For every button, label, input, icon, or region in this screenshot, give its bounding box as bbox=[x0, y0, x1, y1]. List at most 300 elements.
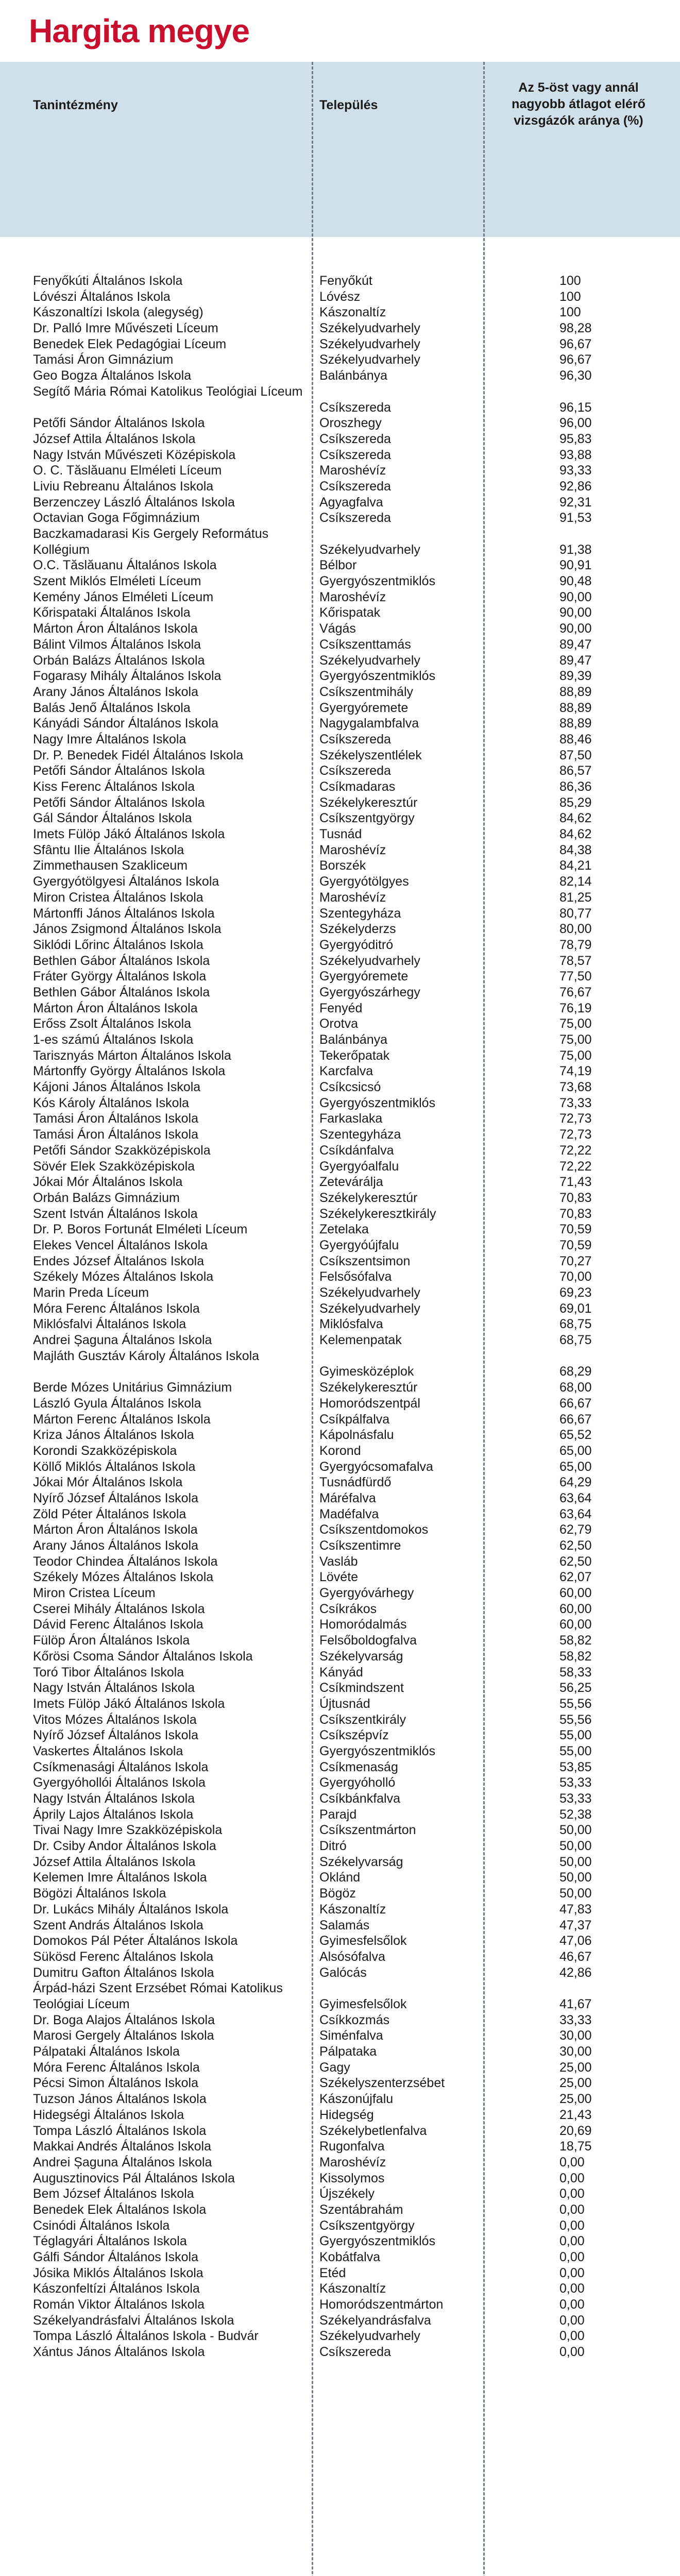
table-row bbox=[0, 2075, 680, 2091]
cell-rate: 76,67 bbox=[559, 985, 592, 999]
cell-settlement: Székelyudvarhely bbox=[319, 352, 420, 367]
cell-settlement: Gyergyószentmiklós bbox=[319, 2234, 436, 2249]
table-row bbox=[0, 1743, 680, 1759]
cell-settlement: Szentegyháza bbox=[319, 906, 401, 921]
results-table bbox=[0, 273, 680, 2360]
cell-institution: Nagy István Művészeti Középiskola bbox=[33, 447, 236, 462]
cell-settlement: Csíkszentkirály bbox=[319, 1712, 406, 1727]
table-row bbox=[0, 431, 680, 447]
cell-settlement: Máréfalva bbox=[319, 1490, 376, 1505]
cell-rate: 90,91 bbox=[559, 558, 592, 573]
table-row bbox=[0, 1238, 680, 1253]
table-row bbox=[0, 1348, 680, 1380]
cell-rate: 81,25 bbox=[559, 890, 592, 905]
cell-settlement: Csíkmadaras bbox=[319, 779, 396, 794]
cell-institution: Kelemen Imre Általános Iskola bbox=[33, 1870, 207, 1885]
cell-rate: 80,00 bbox=[559, 922, 592, 937]
table-row bbox=[0, 463, 680, 479]
cell-settlement: Felsőboldogfalva bbox=[319, 1633, 417, 1648]
cell-institution: Pálpataki Általános Iskola bbox=[33, 2044, 180, 2059]
table-row bbox=[0, 415, 680, 431]
cell-rate: 72,22 bbox=[559, 1159, 592, 1174]
cell-settlement: Gyergyóalfalu bbox=[319, 1159, 399, 1174]
cell-institution: Nagy István Általános Iskola bbox=[33, 1791, 195, 1806]
cell-institution: Csíkmenasági Általános Iskola bbox=[33, 1759, 209, 1774]
cell-rate: 86,36 bbox=[559, 779, 592, 794]
table-row bbox=[0, 2155, 680, 2171]
cell-institution: Kászonaltízi Iskola (alegység) bbox=[33, 305, 203, 320]
table-row bbox=[0, 2313, 680, 2329]
cell-settlement: Csíkszentsimon bbox=[319, 1253, 411, 1268]
cell-settlement: Gyergyóvárhegy bbox=[319, 1586, 414, 1601]
cell-settlement: Csíkszenttamás bbox=[319, 637, 411, 652]
cell-rate: 85,29 bbox=[559, 795, 592, 810]
table-row bbox=[0, 937, 680, 953]
table-row bbox=[0, 732, 680, 748]
cell-rate: 89,47 bbox=[559, 653, 592, 668]
cell-rate: 53,33 bbox=[559, 1791, 592, 1806]
table-row bbox=[0, 1712, 680, 1728]
cell-rate: 72,73 bbox=[559, 1127, 592, 1142]
table-row bbox=[0, 1095, 680, 1111]
table-row bbox=[0, 700, 680, 716]
cell-settlement: Homoródalmás bbox=[319, 1617, 407, 1632]
cell-settlement: Balánbánya bbox=[319, 1032, 388, 1047]
table-row bbox=[0, 668, 680, 684]
cell-settlement: Csíkszentdomokos bbox=[319, 1522, 429, 1537]
cell-institution: Móra Ferenc Általános Iskola bbox=[33, 2060, 200, 2075]
cell-settlement: Gyergyószentmiklós bbox=[319, 669, 436, 684]
cell-institution: Arany János Általános Iskola bbox=[33, 684, 199, 699]
cell-settlement: Orotva bbox=[319, 1016, 359, 1031]
cell-settlement: Székelyszentlélek bbox=[319, 748, 422, 762]
cell-institution: Cserei Mihály Általános Iskola bbox=[33, 1601, 205, 1616]
cell-settlement: Gyimesfelsőlok bbox=[319, 1996, 407, 2011]
table-row bbox=[0, 1079, 680, 1095]
table-row bbox=[0, 2202, 680, 2218]
cell-rate: 47,83 bbox=[559, 1902, 592, 1917]
table-row bbox=[0, 1159, 680, 1175]
table-row bbox=[0, 589, 680, 605]
table-row bbox=[0, 479, 680, 495]
cell-rate: 30,00 bbox=[559, 2044, 592, 2059]
cell-rate: 93,33 bbox=[559, 463, 592, 478]
cell-settlement: Rugonfalva bbox=[319, 2139, 385, 2154]
cell-settlement: Vasláb bbox=[319, 1554, 358, 1569]
cell-rate: 25,00 bbox=[559, 2092, 592, 2107]
cell-institution: Szent Miklós Elméleti Líceum bbox=[33, 574, 201, 589]
cell-institution: Balás Jenő Általános Iskola bbox=[33, 700, 191, 715]
table-row bbox=[0, 1870, 680, 1886]
cell-rate: 66,67 bbox=[559, 1396, 592, 1411]
cell-settlement: Kőrispatak bbox=[319, 605, 381, 620]
cell-institution: Dr. Lukács Mihály Általános Iskola bbox=[33, 1902, 229, 1917]
cell-settlement: Kászonaltíz bbox=[319, 1902, 386, 1917]
table-row bbox=[0, 289, 680, 305]
table-row bbox=[0, 1269, 680, 1285]
cell-settlement: Parajd bbox=[319, 1807, 357, 1822]
table-row bbox=[0, 1727, 680, 1743]
cell-rate: 55,56 bbox=[559, 1712, 592, 1727]
table-row bbox=[0, 810, 680, 826]
cell-settlement: Kobátfalva bbox=[319, 2250, 381, 2264]
cell-settlement: Székelyudvarhely bbox=[319, 542, 420, 557]
cell-settlement: Székelyudvarhely bbox=[319, 1285, 420, 1300]
cell-settlement: Tekerőpatak bbox=[319, 1048, 390, 1063]
table-row bbox=[0, 1854, 680, 1870]
table-row bbox=[0, 858, 680, 874]
cell-institution: Jókai Mór Általános Iskola bbox=[33, 1475, 183, 1490]
cell-rate: 96,30 bbox=[559, 368, 592, 383]
cell-institution: Benedek Elek Pedagógiai Líceum bbox=[33, 336, 227, 351]
cell-rate: 74,19 bbox=[559, 1064, 592, 1079]
table-row bbox=[0, 2060, 680, 2076]
cell-institution: Bethlen Gábor Általános Iskola bbox=[33, 985, 210, 999]
cell-rate: 91,53 bbox=[559, 511, 592, 526]
cell-rate: 58,82 bbox=[559, 1649, 592, 1664]
cell-settlement: Székelyderzs bbox=[319, 922, 396, 937]
cell-settlement: Oklánd bbox=[319, 1870, 361, 1885]
cell-institution: Petőfi Sándor Szakközépiskola bbox=[33, 1143, 211, 1158]
cell-settlement: Csíkszereda bbox=[319, 431, 391, 446]
cell-institution: Márton Áron Általános Iskola bbox=[33, 1001, 198, 1015]
table-row bbox=[0, 1032, 680, 1048]
cell-rate: 88,46 bbox=[559, 732, 592, 747]
table-row bbox=[0, 1459, 680, 1475]
cell-institution: Dávid Ferenc Általános Iskola bbox=[33, 1617, 203, 1632]
cell-settlement: Salamás bbox=[319, 1918, 370, 1933]
cell-institution: Zöld Péter Általános Iskola bbox=[33, 1506, 186, 1521]
cell-settlement: Székelyudvarhely bbox=[319, 1301, 420, 1316]
table-row bbox=[0, 2281, 680, 2297]
cell-rate: 64,29 bbox=[559, 1475, 592, 1490]
cell-settlement: Gyergyótölgyes bbox=[319, 874, 409, 889]
table-row bbox=[0, 874, 680, 890]
table-row bbox=[0, 2107, 680, 2123]
cell-settlement: Csíkpálfalva bbox=[319, 1412, 390, 1427]
cell-rate: 18,75 bbox=[559, 2139, 592, 2154]
cell-institution: József Attila Általános Iskola bbox=[33, 431, 196, 446]
table-row bbox=[0, 969, 680, 985]
cell-rate: 55,00 bbox=[559, 1728, 592, 1743]
cell-institution: Fogarasy Mihály Általános Iskola bbox=[33, 669, 222, 684]
page-title: Hargita megye bbox=[29, 12, 250, 49]
cell-settlement: Székelykeresztúr bbox=[319, 795, 418, 810]
cell-institution: Berde Mózes Unitárius Gimnázium bbox=[33, 1380, 232, 1395]
cell-rate: 90,00 bbox=[559, 621, 592, 636]
table-row bbox=[0, 320, 680, 336]
cell-settlement: Kányád bbox=[319, 1665, 363, 1680]
cell-institution: Bethlen Gábor Általános Iskola bbox=[33, 953, 210, 968]
table-row bbox=[0, 2297, 680, 2313]
cell-institution: Dr. P. Boros Fortunát Elméleti Líceum bbox=[33, 1222, 248, 1237]
cell-rate: 63,64 bbox=[559, 1506, 592, 1521]
cell-rate: 68,75 bbox=[559, 1317, 592, 1332]
cell-rate: 96,00 bbox=[559, 416, 592, 431]
cell-settlement: Kászonújfalu bbox=[319, 2092, 394, 2107]
cell-settlement: Zetelaka bbox=[319, 1222, 369, 1237]
cell-institution: Köllő Miklós Általános Iskola bbox=[33, 1459, 196, 1474]
table-row bbox=[0, 2249, 680, 2265]
table-row bbox=[0, 1174, 680, 1190]
cell-settlement: Kászonaltíz bbox=[319, 2281, 386, 2296]
cell-settlement: Gyergyóremete bbox=[319, 969, 409, 984]
cell-settlement: Hidegség bbox=[319, 2107, 374, 2122]
cell-rate: 50,00 bbox=[559, 1886, 592, 1901]
cell-institution: Sövér Elek Szakközépiskola bbox=[33, 1159, 195, 1174]
table-row bbox=[0, 557, 680, 573]
table-row bbox=[0, 1538, 680, 1554]
cell-settlement: Maroshévíz bbox=[319, 890, 386, 905]
cell-institution: Dr. Csiby Andor Általános Iskola bbox=[33, 1839, 216, 1854]
table-row bbox=[0, 1522, 680, 1538]
cell-rate: 0,00 bbox=[559, 2202, 585, 2217]
cell-institution: Marin Preda Líceum bbox=[33, 1285, 149, 1300]
table-row bbox=[0, 1980, 680, 2012]
cell-institution: 1-es számú Általános Iskola bbox=[33, 1032, 194, 1047]
cell-institution: Andrei Șaguna Általános Iskola bbox=[33, 2155, 212, 2170]
cell-institution: Miron Cristea Általános Iskola bbox=[33, 890, 203, 905]
cell-settlement: Lóvész bbox=[319, 289, 361, 304]
cell-settlement: Újszékely bbox=[319, 2187, 375, 2201]
cell-institution: Kiss Ferenc Általános Iskola bbox=[33, 779, 195, 794]
cell-institution: Liviu Rebreanu Általános Iskola bbox=[33, 479, 214, 494]
cell-institution: Pécsi Simon Általános Iskola bbox=[33, 2076, 198, 2091]
cell-settlement: Tusnádfürdő bbox=[319, 1475, 392, 1490]
table-row bbox=[0, 1838, 680, 1854]
cell-settlement: Csíkszentgyörgy bbox=[319, 2218, 415, 2233]
cell-institution: Fenyőkúti Általános Iskola bbox=[33, 274, 183, 288]
cell-rate: 84,62 bbox=[559, 827, 592, 842]
cell-rate: 0,00 bbox=[559, 2234, 585, 2249]
cell-rate: 89,39 bbox=[559, 669, 592, 684]
cell-institution: Marosi Gergely Általános Iskola bbox=[33, 2028, 214, 2043]
cell-settlement: Székelykeresztkirály bbox=[319, 1206, 436, 1221]
cell-institution: Makkai Andrés Általános Iskola bbox=[33, 2139, 212, 2154]
cell-institution: József Attila Általános Iskola bbox=[33, 1854, 196, 1869]
cell-settlement: Bögöz bbox=[319, 1886, 356, 1901]
cell-rate: 47,37 bbox=[559, 1918, 592, 1933]
cell-settlement: Csíkkozmás bbox=[319, 2012, 390, 2027]
cell-rate: 82,14 bbox=[559, 874, 592, 889]
cell-institution: Orbán Balázs Gimnázium bbox=[33, 1190, 180, 1205]
table-row bbox=[0, 906, 680, 922]
cell-rate: 58,33 bbox=[559, 1665, 592, 1680]
cell-rate: 60,00 bbox=[559, 1601, 592, 1616]
cell-institution: Gálfi Sándor Általános Iskola bbox=[33, 2250, 199, 2264]
cell-institution: Imets Fülöp Jákó Általános Iskola bbox=[33, 827, 225, 842]
cell-settlement: Fenyéd bbox=[319, 1001, 363, 1015]
cell-institution: Petőfi Sándor Általános Iskola bbox=[33, 795, 205, 810]
cell-settlement: Korond bbox=[319, 1443, 361, 1458]
cell-rate: 0,00 bbox=[559, 2250, 585, 2264]
cell-rate: 71,43 bbox=[559, 1175, 592, 1190]
cell-rate: 90,00 bbox=[559, 605, 592, 620]
cell-rate: 75,00 bbox=[559, 1032, 592, 1047]
cell-rate: 70,59 bbox=[559, 1222, 592, 1237]
table-row bbox=[0, 1569, 680, 1585]
cell-settlement: Csíkszereda bbox=[319, 2345, 391, 2360]
cell-settlement: Székelyudvarhely bbox=[319, 321, 420, 336]
table-row bbox=[0, 1649, 680, 1665]
cell-settlement: Szentegyháza bbox=[319, 1127, 401, 1142]
cell-institution: Kőrispataki Általános Iskola bbox=[33, 605, 191, 620]
table-row bbox=[0, 2265, 680, 2281]
cell-rate: 56,25 bbox=[559, 1681, 592, 1696]
table-row bbox=[0, 1001, 680, 1016]
cell-institution: Vaskertes Általános Iskola bbox=[33, 1743, 183, 1758]
cell-rate: 75,00 bbox=[559, 1048, 592, 1063]
cell-settlement: Székelyudvarhely bbox=[319, 653, 420, 668]
cell-institution: Miklósfalvi Általános Iskola bbox=[33, 1317, 186, 1332]
cell-settlement: Kászonaltíz bbox=[319, 305, 386, 320]
cell-institution: Szent András Általános Iskola bbox=[33, 1918, 203, 1933]
cell-institution: Imets Fülöp Jákó Általános Iskola bbox=[33, 1696, 225, 1711]
table-row bbox=[0, 2012, 680, 2028]
cell-institution: Móra Ferenc Általános Iskola bbox=[33, 1301, 200, 1316]
table-row bbox=[0, 495, 680, 511]
cell-institution: Fráter György Általános Iskola bbox=[33, 969, 207, 984]
table-row bbox=[0, 1111, 680, 1127]
table-row bbox=[0, 1506, 680, 1522]
header-rate: Az 5-öst vagy annál nagyobb átlagot elérő vizsgázók aránya (%) bbox=[512, 80, 645, 128]
cell-settlement: Miklósfalva bbox=[319, 1317, 383, 1332]
cell-rate: 88,89 bbox=[559, 716, 592, 731]
cell-institution: Szent István Általános Iskola bbox=[33, 1206, 198, 1221]
cell-institution: Domokos Pál Péter Általános Iskola bbox=[33, 1934, 238, 1948]
table-row bbox=[0, 1759, 680, 1775]
table-row bbox=[0, 1332, 680, 1348]
cell-rate: 87,50 bbox=[559, 748, 592, 762]
cell-institution: Kájoni János Általános Iskola bbox=[33, 1080, 201, 1095]
cell-institution: O. C. Tăslăuanu Elméleti Líceum bbox=[33, 463, 222, 478]
table-row bbox=[0, 2091, 680, 2107]
table-row bbox=[0, 890, 680, 906]
cell-institution: O.C. Tăslăuanu Általános Iskola bbox=[33, 558, 217, 573]
table-row bbox=[0, 1301, 680, 1317]
table-row bbox=[0, 1222, 680, 1238]
cell-rate: 65,00 bbox=[559, 1459, 592, 1474]
table-row bbox=[0, 779, 680, 795]
cell-rate: 84,62 bbox=[559, 811, 592, 826]
table-row bbox=[0, 352, 680, 368]
cell-settlement: Csíkszentgyörgy bbox=[319, 811, 415, 826]
cell-settlement: Borszék bbox=[319, 858, 366, 873]
cell-institution: Nyírő József Általános Iskola bbox=[33, 1490, 198, 1505]
cell-rate: 50,00 bbox=[559, 1839, 592, 1854]
table-row bbox=[0, 953, 680, 969]
cell-rate: 100 bbox=[559, 274, 581, 288]
cell-institution: Márton Ferenc Általános Iskola bbox=[33, 1412, 211, 1427]
table-row bbox=[0, 653, 680, 669]
cell-rate: 92,86 bbox=[559, 479, 592, 494]
cell-institution: Nagy István Általános Iskola bbox=[33, 1681, 195, 1696]
cell-rate: 72,73 bbox=[559, 1111, 592, 1126]
cell-institution: Kászonfeltízi Általános Iskola bbox=[33, 2281, 200, 2296]
cell-institution: Orbán Balázs Általános Iskola bbox=[33, 653, 205, 668]
cell-institution: Márton Áron Általános Iskola bbox=[33, 1522, 198, 1537]
cell-rate: 42,86 bbox=[559, 1965, 592, 1980]
table-row bbox=[0, 763, 680, 779]
cell-settlement: Gyimesközéplok bbox=[319, 1364, 414, 1379]
cell-settlement: Gagy bbox=[319, 2060, 350, 2075]
table-row bbox=[0, 273, 680, 289]
table-row bbox=[0, 637, 680, 653]
cell-rate: 0,00 bbox=[559, 2329, 585, 2344]
cell-settlement: Csíkszereda bbox=[319, 447, 391, 462]
cell-settlement: Gyimesfelsőlok bbox=[319, 1934, 407, 1948]
cell-institution: Kemény János Elméleti Líceum bbox=[33, 589, 214, 604]
table-row bbox=[0, 1775, 680, 1791]
cell-institution: Siklódi Lőrinc Általános Iskola bbox=[33, 937, 203, 952]
cell-institution: Erőss Zsolt Általános Iskola bbox=[33, 1016, 192, 1031]
cell-rate: 69,23 bbox=[559, 1285, 592, 1300]
table-row bbox=[0, 2328, 680, 2344]
table-row bbox=[0, 1585, 680, 1601]
cell-settlement: Székelyvarság bbox=[319, 1649, 403, 1664]
cell-rate: 93,88 bbox=[559, 447, 592, 462]
cell-settlement: Gyergyószentmiklós bbox=[319, 1743, 436, 1758]
header-settlement: Település bbox=[319, 98, 378, 112]
cell-rate: 70,27 bbox=[559, 1253, 592, 1268]
table-row bbox=[0, 1633, 680, 1649]
cell-settlement: Csíkrákos bbox=[319, 1601, 377, 1616]
cell-rate: 0,00 bbox=[559, 2218, 585, 2233]
cell-institution: Bem József Általános Iskola bbox=[33, 2187, 194, 2201]
cell-rate: 41,67 bbox=[559, 1996, 592, 2011]
table-row bbox=[0, 748, 680, 764]
table-row bbox=[0, 605, 680, 621]
table-row bbox=[0, 2218, 680, 2234]
table-row bbox=[0, 826, 680, 842]
cell-rate: 80,77 bbox=[559, 906, 592, 921]
cell-settlement: Kápolnásfalu bbox=[319, 1428, 394, 1443]
cell-settlement: Szentábrahám bbox=[319, 2202, 403, 2217]
cell-settlement: Tusnád bbox=[319, 827, 362, 842]
cell-rate: 0,00 bbox=[559, 2171, 585, 2185]
cell-settlement: Maroshévíz bbox=[319, 463, 386, 478]
cell-rate: 0,00 bbox=[559, 2265, 585, 2280]
cell-institution: Zimmethausen Szakliceum bbox=[33, 858, 188, 873]
cell-rate: 75,00 bbox=[559, 1016, 592, 1031]
table-row bbox=[0, 1886, 680, 1902]
cell-settlement: Bélbor bbox=[319, 558, 357, 573]
cell-institution: Berzenczey László Általános Iskola bbox=[33, 495, 235, 510]
cell-rate: 25,00 bbox=[559, 2076, 592, 2091]
cell-institution: Gyergyótölgyesi Általános Iskola bbox=[33, 874, 219, 889]
cell-settlement: Galócás bbox=[319, 1965, 367, 1980]
cell-settlement: Csíkszentmárton bbox=[319, 1823, 416, 1838]
table-row bbox=[0, 1791, 680, 1807]
cell-settlement: Gyergyószárhegy bbox=[319, 985, 420, 999]
cell-institution: Székelyandrásfalvi Általános Iskola bbox=[33, 2313, 234, 2328]
cell-settlement: Maroshévíz bbox=[319, 2155, 386, 2170]
table-row bbox=[0, 1253, 680, 1269]
cell-rate: 90,00 bbox=[559, 589, 592, 604]
cell-institution: Tamási Áron Gimnázium bbox=[33, 352, 174, 367]
cell-rate: 66,67 bbox=[559, 1412, 592, 1427]
table-row bbox=[0, 1490, 680, 1506]
cell-rate: 88,89 bbox=[559, 700, 592, 715]
table-row bbox=[0, 921, 680, 937]
cell-institution: Kányádi Sándor Általános Iskola bbox=[33, 716, 218, 731]
cell-rate: 78,57 bbox=[559, 953, 592, 968]
cell-settlement: Csíkszépvíz bbox=[319, 1728, 389, 1743]
table-row bbox=[0, 1048, 680, 1064]
cell-rate: 96,67 bbox=[559, 336, 592, 351]
cell-rate: 50,00 bbox=[559, 1823, 592, 1838]
cell-institution: János Zsigmond Általános Iskola bbox=[33, 922, 222, 937]
